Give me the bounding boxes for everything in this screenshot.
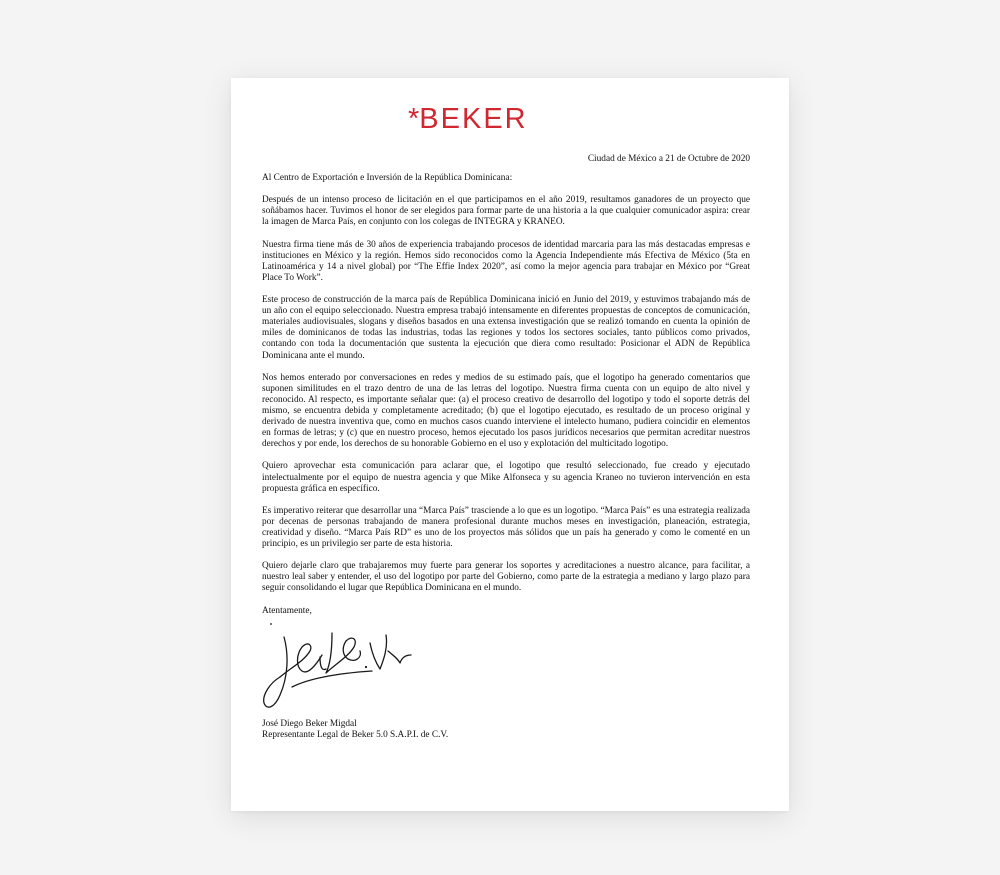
paragraph-1: Después de un intenso proceso de licitación en el que participamos en el año 2019, resultamos ganadores de un proyecto que soñábamos hacer. Tuvimos el honor de ser elegidos para formar parte de una historia a la que cualquier comunicador aspira: crear la imagen de Marca País, en conjunto con los colegas de INTEGRA y KRANEO.: [262, 195, 750, 228]
beker-logo: [408, 104, 528, 134]
logo-asterisk: *: [408, 103, 420, 135]
letter-page: [231, 78, 789, 811]
closing: Atentamente,: [262, 605, 312, 616]
paragraph-2: Nuestra firma tiene más de 30 años de experiencia trabajando procesos de identidad marcaria para las más destacadas empresas e instituciones en México y la región. Hemos sido reconocidos como la Agencia Independiente más Efectiva de México (5ta en Latinoamérica y 14 a nivel global) por “The Effie Index 2020”, así como la mejor agencia para trabajar en México por “Great Place To Work”.: [262, 239, 750, 283]
paragraph-3: Este proceso de construcción de la marca país de República Dominicana inició en Junio del 2019, y estuvimos trabajando más de un año con el equipo seleccionado. Nuestra empresa trabajó intensamente en diferentes propuestas de conceptos de comunicación, materiales audiovisuales, slogans y diseños basados en una extensa investigación que se realizó tomando en cuenta la opinión de miles de dominicanos de todas las industrias, todas las regiones y todos los sectores sociales, tanto públicos como privados, contando con toda la documentación que sustenta la ejecución que diera como resultado: Posicionar el ADN de República Dominicana ante el mundo.: [262, 295, 750, 361]
paragraph-4: Nos hemos enterado por conversaciones en redes y medios de su estimado país, que el logotipo ha generado comentarios que suponen similitudes en el trazo dentro de una de las letras del logotipo. Nuestra firma cuenta con un equipo de alto nivel y reconocido. Al respecto, es importante señalar que: (a) el proceso creativo de desarrollo del logotipo y todo el soporte detrás del mismo, se encuentra debida y completamente acreditado; (b) que el logotipo ejecutado, es resultado de un proceso original y derivado de nuestra inventiva que, como en muchos casos cuando interviene el intelecto humano, pudiera coincidir en elementos en formas de letras; y (c) que en nuestro proceso, hemos ejecutado los pasos jurídicos necesarios que permitan acreditar nuestros derechos y por ende, los derechos de su honorable Gobierno en el uso y explotación del multicitado logotipo.: [262, 372, 750, 450]
paragraph-6: Es imperativo reiterar que desarrollar una “Marca País” trasciende a lo que es un logotipo. “Marca País” es una estrategia realizada por decenas de personas trabajando de manera profesional durante muchos meses en investigación, planeación, estrategia, creatividad y diseño. “Marca País RD” es uno de los proyectos más sólidos que un país ha generado y como le comenté en un principio, es un privilegio ser parte de esta historia.: [262, 505, 750, 550]
signatory-name: José Diego Beker Migdal: [262, 718, 357, 729]
signatory-title: Representante Legal de Beker 5.0 S.A.P.I. de C.V.: [262, 729, 449, 740]
logo-wordmark: BEKER: [419, 103, 528, 135]
salutation: Al Centro de Exportación e Inversión de la República Dominicana:: [262, 173, 513, 184]
letter-body: [262, 154, 750, 741]
paragraph-5: Quiero aprovechar esta comunicación para aclarar que, el logotipo que resultó seleccionado, fue creado y ejecutado intelectualmente por el equipo de nuestra agencia y que Mike Alfonseca y su agencia Kraneo no tuvieron intervención en esta propuesta gráfica en específico.: [262, 461, 750, 494]
paragraph-7: Quiero dejarle claro que trabajaremos muy fuerte para generar los soportes y acreditaciones a nuestro alcance, para facilitar, a nuestro leal saber y entender, el uso del logotipo por parte del Gobierno, como parte de la estrategia a mediano y largo plazo para seguir consolidando el lugar que República Dominicana en el mundo.: [262, 561, 750, 594]
date-line: Ciudad de México a 21 de Octubre de 2020: [587, 154, 750, 164]
handwritten-signature: [262, 621, 412, 719]
